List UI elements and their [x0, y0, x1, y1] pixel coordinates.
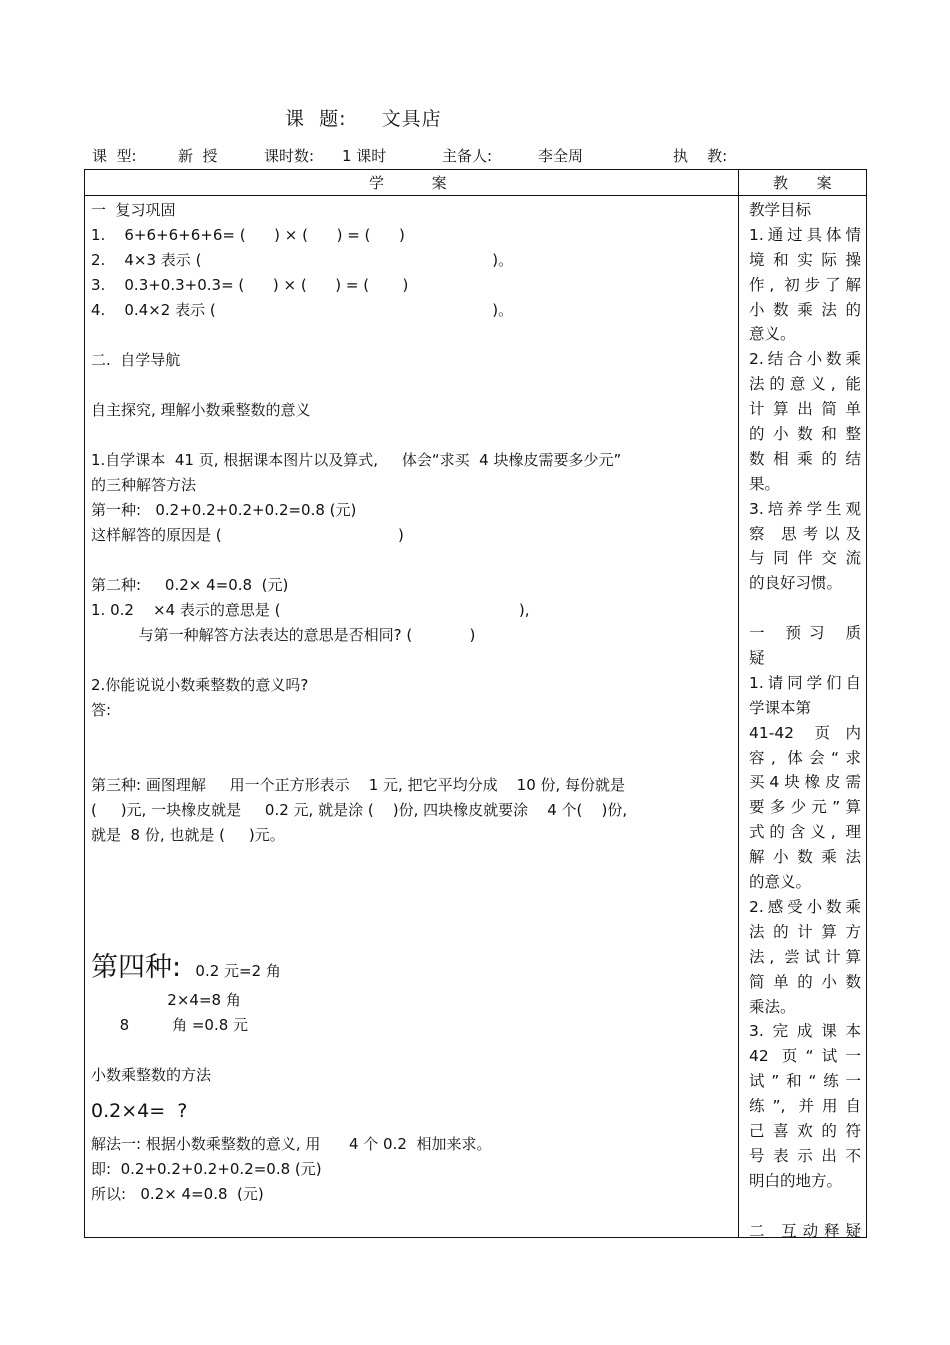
- type-label: 课 型:: [92, 147, 137, 165]
- method3-line2: ( )元, 一块橡皮就是 0.2 元, 就是涂 ( )份, 四块橡皮就要涂 4 个( )份,: [91, 801, 628, 819]
- teacher-plan-line: 的良好习惯。: [749, 574, 843, 593]
- type-value: 新 授: [178, 147, 218, 165]
- teacher-plan-line: 的小数和整: [749, 425, 861, 444]
- student-plan-header: 学 案: [369, 174, 447, 192]
- teacher-plan-line: 疑: [749, 649, 765, 668]
- hours-label: 课时数:: [264, 147, 315, 165]
- method2-q1: 1. 0.2 ×4 表示的意思是 ( ),: [91, 601, 530, 619]
- teacher-plan-line: [749, 1194, 861, 1219]
- method4-label: 第四种:: [91, 952, 182, 983]
- teacher-plan-line: 41-42 页内: [749, 723, 861, 742]
- teacher-plan-line: 式的含义, 理: [749, 823, 861, 842]
- teacher-plan-line: 1.通过具体情: [749, 225, 861, 244]
- method2: 第二种: 0.2× 4=0.8 (元): [91, 576, 289, 594]
- review-q4: 4. 0.4×2 表示 ( )。: [91, 301, 514, 319]
- teacher-plan-line: 数相乘的结: [749, 449, 861, 468]
- preparer-value: 李全周: [538, 147, 584, 165]
- teacher-plan-line: 与同伴交流: [749, 549, 861, 568]
- solution1: 解法一: 根据小数乘整数的意义, 用 4 个 0.2 相加来求。: [91, 1135, 492, 1153]
- teacher-plan-line: 简单的小数: [749, 972, 861, 991]
- lesson-title: 课 题: 文具店: [285, 108, 442, 130]
- teacher-plan-line: 乘法。: [749, 997, 796, 1016]
- teacher-plan-line: 练”, 并用自: [749, 1097, 861, 1116]
- teacher-plan-line: 42 页“试一: [749, 1047, 861, 1066]
- teacher-plan-line: 解小数乘法: [749, 848, 861, 867]
- method3-line1: 第三种: 画图理解 用一个正方形表示 1 元, 把它平均分成 10 份, 每份就是: [91, 776, 626, 794]
- preparer-label: 主备人:: [442, 147, 493, 165]
- solution1-so: 所以: 0.2× 4=0.8 (元): [91, 1185, 264, 1203]
- teacher-plan-line: 教学目标: [749, 201, 812, 219]
- method4-eq3: 8 角 =0.8 元: [91, 1016, 249, 1034]
- hours-value: 1 课时: [342, 147, 387, 165]
- teacher-plan-line: 法, 尝试计算: [749, 947, 861, 966]
- review-q1: 1. 6+6+6+6+6= ( ) × ( ) = ( ): [91, 226, 405, 244]
- method2-q2: 与第一种解答方法表达的意思是否相同? ( ): [91, 626, 476, 644]
- teacher-plan-line: 容, 体会“求: [749, 748, 861, 767]
- teacher-plan-line: 的意义。: [749, 873, 812, 892]
- teacher-plan-line: 己喜欢的符: [749, 1121, 861, 1140]
- teacher-plan-line: 学课本第: [749, 698, 812, 717]
- teacher-plan-line: 2.结合小数乘: [749, 350, 861, 369]
- task1-line1: 1.自学课本 41 页, 根据课本图片以及算式, 体会“求买 4 块橡皮需要多少元”: [91, 451, 622, 469]
- equation: 0.2×4= ?: [91, 1100, 188, 1122]
- method4-eq2: 2×4=8 角: [91, 991, 241, 1009]
- teacher-plan-line: 一 预习 质: [749, 624, 861, 643]
- teacher-plan-line: 试”和“练一: [749, 1072, 861, 1091]
- teacher-plan-line: 计算出简单: [749, 400, 861, 419]
- teacher-plan-header: 教 案: [773, 174, 832, 192]
- method4-row: [91, 948, 731, 988]
- task1-line2: 的三种解答方法: [91, 476, 197, 494]
- teacher-plan-line: 境和实际操: [749, 250, 861, 269]
- teacher-plan-line: 果。: [749, 474, 781, 493]
- review-title: 一 复习巩固: [91, 201, 176, 219]
- teacher-plan-line: 法的计算方: [749, 922, 861, 941]
- teacher-plan-line: 意义。: [749, 325, 796, 344]
- column-divider: [738, 170, 739, 1237]
- student-plan-column: [91, 198, 731, 1207]
- teacher-plan-line: 要多少元”算: [749, 798, 861, 817]
- method4-eq1: 0.2 元=2 角: [195, 962, 281, 980]
- review-q3: 3. 0.3+0.3+0.3= ( ) × ( ) = ( ): [91, 276, 409, 294]
- answer-label: 答:: [91, 701, 112, 719]
- teacher-plan-line: 察 思考以及: [749, 524, 861, 543]
- method1: 第一种: 0.2+0.2+0.2+0.2=0.8 (元): [91, 501, 357, 519]
- teacher-plan-line: 3.完成课本: [749, 1022, 861, 1041]
- teacher-plan-line: [749, 596, 861, 621]
- teacher-plan-line: 买4块橡皮需: [749, 773, 861, 792]
- teacher-plan-line: 小数乘法的: [749, 300, 861, 319]
- review-q2: 2. 4×3 表示 ( )。: [91, 251, 514, 269]
- meaning-question: 2.你能说说小数乘整数的意义吗?: [91, 676, 309, 694]
- header-divider: [85, 195, 866, 196]
- solution1-ie: 即: 0.2+0.2+0.2+0.2=0.8 (元): [91, 1160, 322, 1178]
- executor-label: 执 教:: [673, 147, 728, 165]
- teacher-plan-line: 2.感受小数乘: [749, 897, 861, 916]
- self-study-title: 二. 自学导航: [91, 351, 181, 369]
- method-title: 小数乘整数的方法: [91, 1066, 212, 1084]
- teacher-plan-line: 3.培养学生观: [749, 499, 861, 518]
- method3-line3: 就是 8 份, 也就是 ( )元。: [91, 826, 285, 844]
- teacher-plan-line: 1.请同学们自: [749, 673, 861, 692]
- teacher-plan-line: 号表示出不: [749, 1146, 861, 1165]
- lesson-meta: [92, 145, 852, 167]
- teacher-plan-line: 作, 初步了解: [749, 275, 861, 294]
- teacher-plan-line: 明白的地方。: [749, 1171, 843, 1190]
- teacher-plan-column: [749, 198, 861, 1243]
- teacher-plan-line: 法的意义, 能: [749, 375, 861, 394]
- method1-reason: 这样解答的原因是 ( ): [91, 526, 404, 544]
- lesson-table: [84, 169, 867, 1238]
- teacher-plan-line: 二 互动释疑: [749, 1221, 861, 1240]
- explore-heading: 自主探究, 理解小数乘整数的意义: [91, 401, 311, 419]
